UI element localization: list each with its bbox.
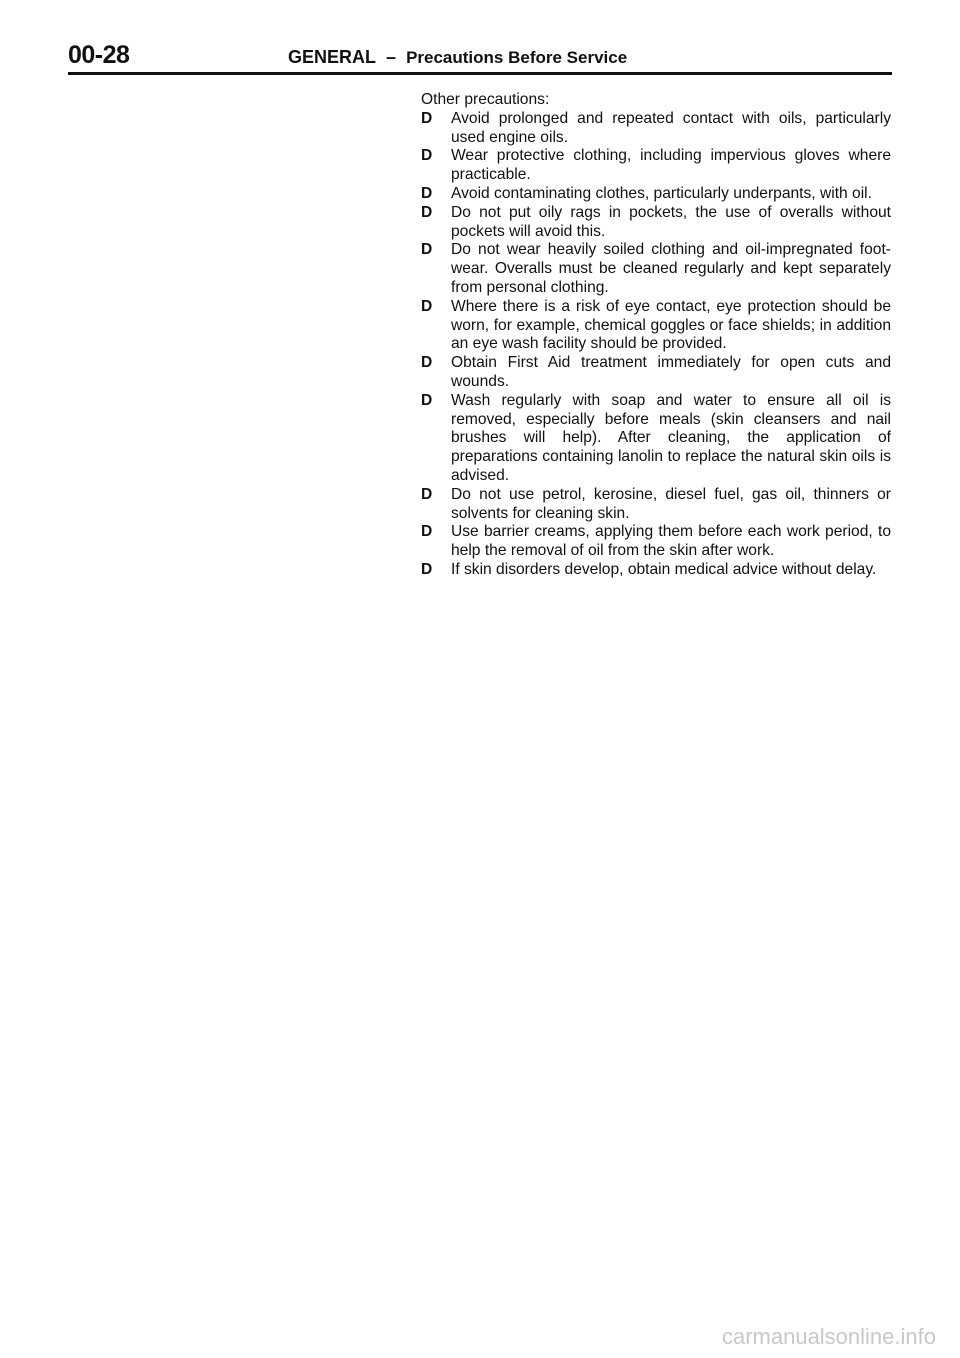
bullet-icon: D <box>421 523 433 541</box>
bullet-icon: D <box>421 147 433 165</box>
list-item-text: Do not use petrol, kerosine, diesel fuel, gas oil, thinners or solvents for cleaning skin. <box>451 485 891 522</box>
bullet-icon: D <box>421 184 433 202</box>
section-name: GENERAL <box>288 47 377 67</box>
bullet-icon: D <box>421 391 433 409</box>
page-header <box>68 40 892 74</box>
header-divider <box>68 72 892 75</box>
list-item <box>421 392 891 486</box>
list-item <box>421 241 891 297</box>
list-item <box>421 185 891 204</box>
list-item <box>421 486 891 524</box>
list-item-text: Wear protective clothing, including impervious gloves where practicable. <box>451 147 891 184</box>
site-watermark: carmanualsonline.info <box>721 1324 936 1349</box>
page-number: 00-28 <box>68 41 130 69</box>
section-title <box>288 46 627 69</box>
list-item <box>421 561 891 580</box>
list-item-text: Avoid prolonged and repeated contact with oils, particularly used engine oils. <box>451 109 891 146</box>
bullet-icon: D <box>421 560 433 578</box>
list-item-text: Do not wear heavily soiled clothing and oil-impregnated foot-wear. Overalls must be cleaned regularly and kept separately from personal clothing. <box>451 241 891 296</box>
list-item <box>421 204 891 242</box>
list-item-text: Do not put oily rags in pockets, the use of overalls without pockets will avoid this. <box>451 203 891 240</box>
bullet-icon: D <box>421 203 433 221</box>
precautions-list <box>421 110 891 580</box>
intro-line: Other precautions: <box>421 91 550 108</box>
list-item <box>421 110 891 148</box>
subsection-name: Precautions Before Service <box>406 48 628 67</box>
list-item-text: Avoid contaminating clothes, particularly underpants, with oil. <box>451 184 872 202</box>
list-item <box>421 523 891 561</box>
list-item-text: Obtain First Aid treatment immediately for open cuts and wounds. <box>451 354 891 390</box>
bullet-icon: D <box>421 485 433 503</box>
list-item <box>421 354 891 392</box>
list-item-text: Where there is a risk of eye contact, eye protection should be worn, for example, chemical goggles or face shields; in addition an eye wash facility should be provided. <box>451 297 891 353</box>
list-item <box>421 147 891 185</box>
list-item-text: Wash regularly with soap and water to ensure all oil is removed, especially before meals (skin cleansers and nail brushes will help). After cleaning, the application of preparations containing lanolin to replace the natural skin oils is advised. <box>451 391 891 484</box>
bullet-icon: D <box>421 109 433 127</box>
bullet-icon: D <box>421 354 433 372</box>
title-dash: – <box>386 47 397 67</box>
list-item <box>421 298 891 354</box>
bullet-icon: D <box>421 241 433 259</box>
list-item-text: Use barrier creams, applying them before each work period, to help the removal of oil from the skin after work. <box>451 523 891 560</box>
precautions-text <box>421 91 891 580</box>
list-item-text: If skin disorders develop, obtain medical advice without delay. <box>451 560 877 578</box>
bullet-icon: D <box>421 297 433 315</box>
